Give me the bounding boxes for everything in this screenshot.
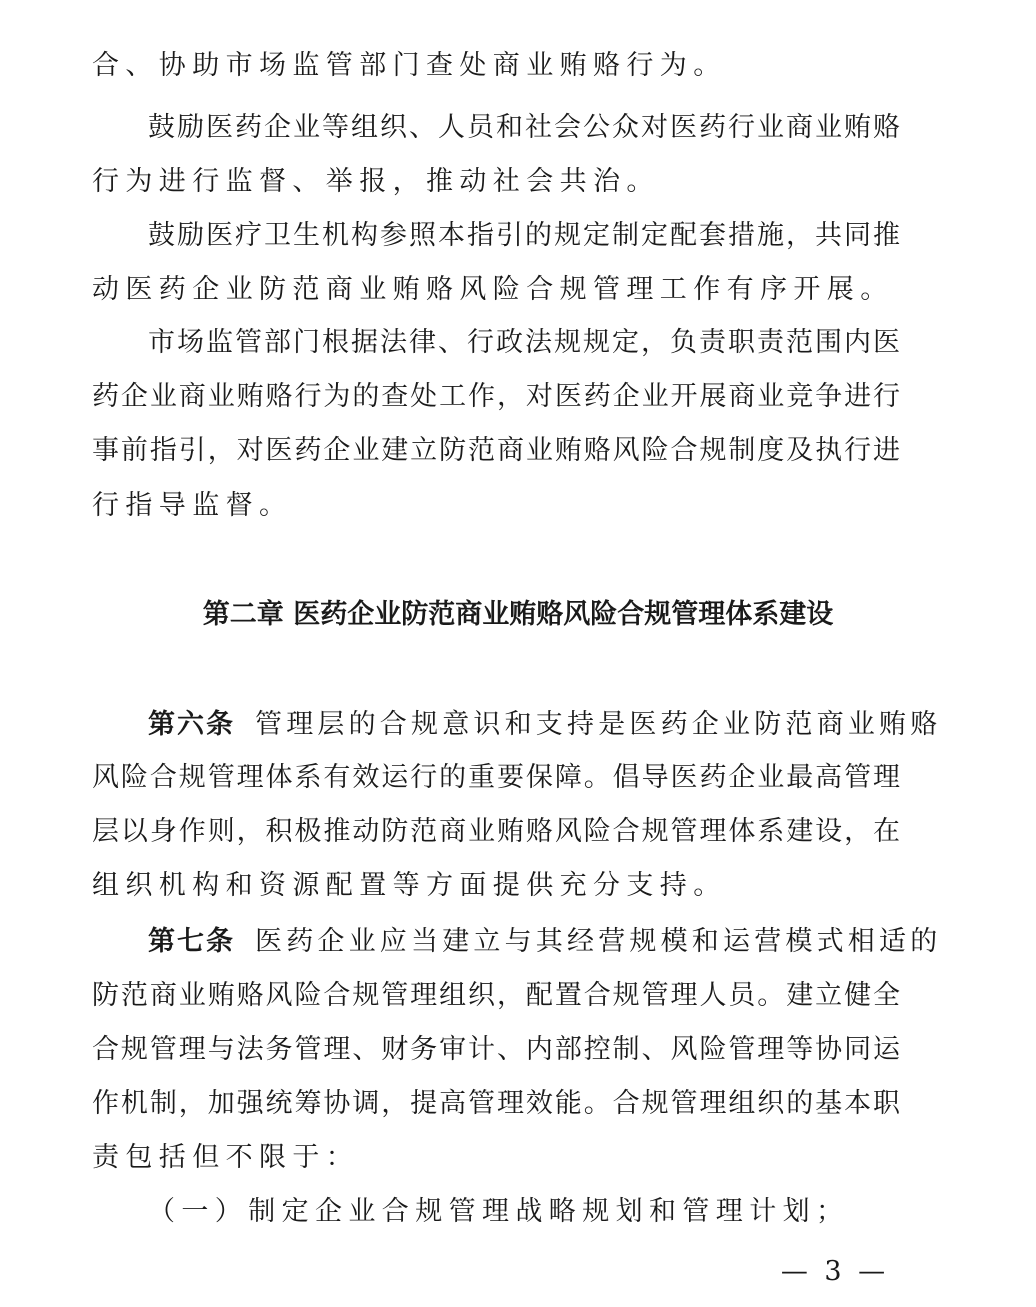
article-7-first-line xyxy=(148,924,968,960)
page-number: — 3 — xyxy=(780,1256,890,1287)
paragraph-line: 事前指引，对医药企业建立防范商业贿赂风险合规制度及执行进 xyxy=(92,435,900,466)
article-6-text: 管理层的合规意识和支持是医药企业防范商业贿赂 xyxy=(255,709,942,740)
paragraph-line: 鼓励医药企业等组织、人员和社会公众对医药行业商业贿赂 xyxy=(148,112,900,143)
article-6-first-line xyxy=(148,707,968,743)
paragraph-line: 合、协助市场监管部门查处商业贿赂行为。 xyxy=(92,50,727,81)
paragraph-line: 合规管理与法务管理、财务审计、内部控制、风险管理等协同运 xyxy=(92,1034,900,1065)
paragraph-line: 药企业商业贿赂行为的查处工作，对医药企业开展商业竞争进行 xyxy=(92,381,900,412)
paragraph-line: 防范商业贿赂风险合规管理组织，配置合规管理人员。建立健全 xyxy=(92,980,900,1011)
paragraph-line: 风险合规管理体系有效运行的重要保障。倡导医药企业最高管理 xyxy=(92,762,900,793)
article-7-text: 医药企业应当建立与其经营规模和运营模式相适的 xyxy=(255,926,942,957)
paragraph-line: 行为进行监督、举报，推动社会共治。 xyxy=(92,166,660,197)
paragraph-line: 作机制，加强统筹协调，提高管理效能。合规管理组织的基本职 xyxy=(92,1088,900,1119)
paragraph-line: 责包括但不限于： xyxy=(92,1142,360,1173)
paragraph-line: 组织机构和资源配置等方面提供充分支持。 xyxy=(92,870,727,901)
paragraph-line: 鼓励医疗卫生机构参照本指引的规定制定配套措施，共同推 xyxy=(148,220,900,251)
paragraph-line: 市场监管部门根据法律、行政法规规定，负责职责范围内医 xyxy=(148,327,900,358)
paragraph-line: 行指导监督。 xyxy=(92,490,293,521)
paragraph-line: 层以身作则，积极推动防范商业贿赂风险合规管理体系建设，在 xyxy=(92,816,900,847)
article-6-label: 第六条 xyxy=(148,709,235,740)
list-item: （一）制定企业合规管理战略规划和管理计划； xyxy=(148,1196,850,1227)
chapter-title: 第二章 医药企业防范商业贿赂风险合规管理体系建设 xyxy=(202,599,834,630)
article-7-label: 第七条 xyxy=(148,926,235,957)
paragraph-line: 动医药企业防范商业贿赂风险合规管理工作有序开展。 xyxy=(92,274,894,305)
